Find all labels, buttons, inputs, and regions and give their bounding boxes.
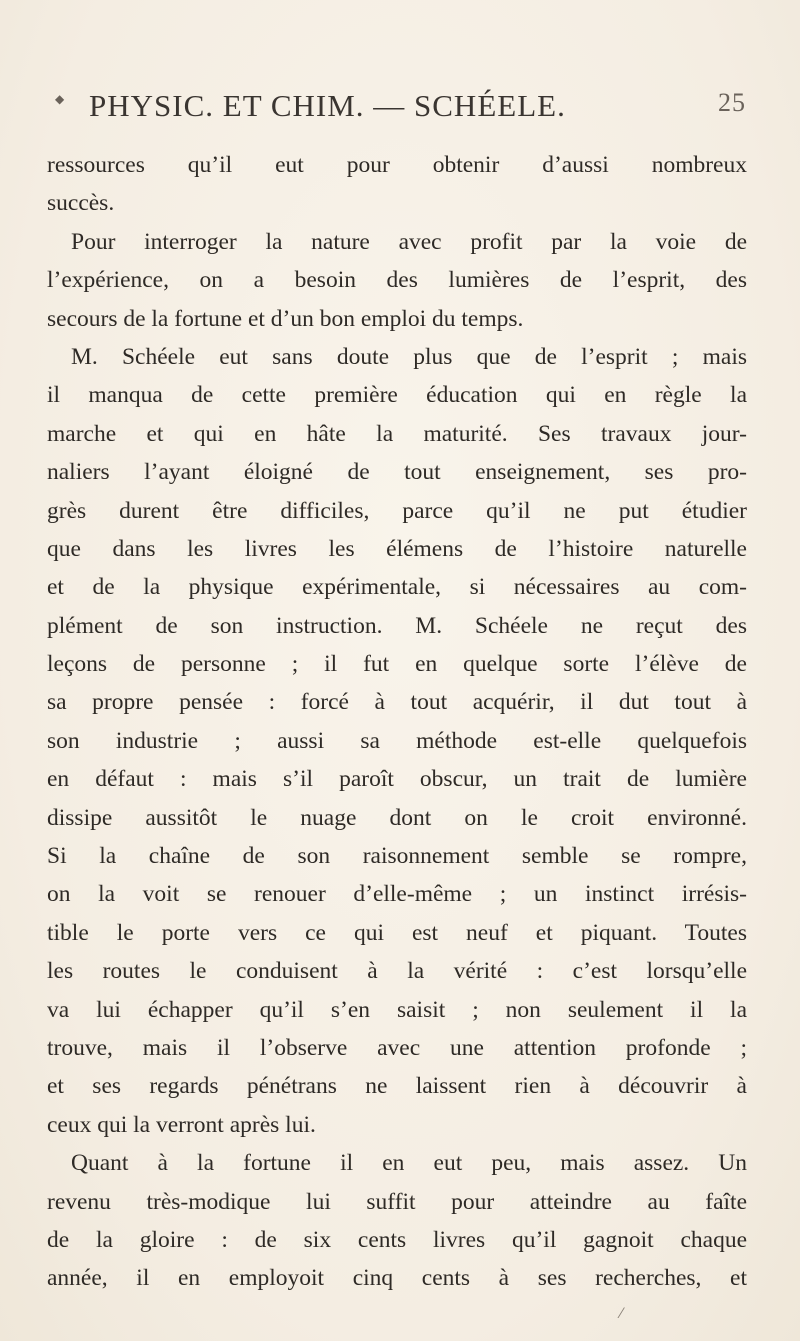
text-line: en défaut : mais s’il paroît obscur, un trait de lumière bbox=[47, 766, 747, 793]
text-line: succès. bbox=[47, 190, 115, 217]
text-line: Si la chaîne de son raisonnement semble se rompre, bbox=[47, 843, 747, 870]
text-line: l’expérience, on a besoin des lumières de l’esprit, des bbox=[47, 267, 747, 294]
text-line: secours de la fortune et d’un bon emploi du temps. bbox=[47, 305, 524, 332]
text-line: année, il en employoit cinq cents à ses recherches, et bbox=[47, 1265, 747, 1292]
body-text bbox=[47, 146, 747, 1298]
text-line: plément de son instruction. M. Schéele ne reçut des bbox=[47, 612, 747, 639]
text-line: tible le porte vers ce qui est neuf et piquant. Toutes bbox=[47, 919, 747, 946]
bottom-stroke-mark: ⁄ bbox=[620, 1306, 623, 1322]
text-line: ceux qui la verront après lui. bbox=[47, 1111, 316, 1138]
text-line: son industrie ; aussi sa méthode est-elle quelquefois bbox=[47, 727, 747, 754]
text-line: dissipe aussitôt le nuage dont on le croit environné. bbox=[47, 804, 747, 831]
text-line: sa propre pensée : forcé à tout acquérir, il dut tout à bbox=[47, 689, 747, 716]
text-line: M. Schéele eut sans doute plus que de l’esprit ; mais bbox=[71, 343, 747, 370]
text-line: Quant à la fortune il en eut peu, mais assez. Un bbox=[71, 1150, 747, 1177]
text-line: que dans les livres les élémens de l’histoire naturelle bbox=[47, 535, 747, 562]
running-title: PHYSIC. ET CHIM. — SCHÉELE. bbox=[89, 88, 566, 123]
text-line: il manqua de cette première éducation qui en règle la bbox=[47, 382, 747, 409]
text-line: de la gloire : de six cents livres qu’il gagnoit chaque bbox=[47, 1226, 747, 1253]
text-line: va lui échapper qu’il s’en saisit ; non seulement il la bbox=[47, 996, 747, 1023]
text-line: leçons de personne ; il fut en quelque sorte l’élève de bbox=[47, 651, 747, 678]
left-bullet-mark: ◆ bbox=[55, 92, 65, 106]
text-line: grès durent être difficiles, parce qu’il ne put étudier bbox=[47, 497, 747, 524]
text-line: et de la physique expérimentale, si nécessaires au com- bbox=[47, 574, 747, 601]
text-line: ressources qu’il eut pour obtenir d’aussi nombreux bbox=[47, 152, 747, 178]
text-line: naliers l’ayant éloigné de tout enseignement, ses pro- bbox=[47, 459, 747, 486]
text-line: on la voit se renouer d’elle-même ; un instinct irrésis- bbox=[47, 881, 747, 908]
text-line: Pour interroger la nature avec profit par la voie de bbox=[71, 228, 747, 255]
text-line: les routes le conduisent à la vérité : c’est lorsqu’elle bbox=[47, 958, 747, 985]
text-line: marche et qui en hâte la maturité. Ses travaux jour- bbox=[47, 420, 747, 447]
text-line: et ses regards pénétrans ne laissent rien à découvrir à bbox=[47, 1073, 747, 1100]
text-line: trouve, mais il l’observe avec une attention profonde ; bbox=[47, 1034, 747, 1061]
page-number: 25 bbox=[718, 88, 746, 117]
text-line: revenu très-modique lui suffit pour atteindre au faîte bbox=[47, 1188, 747, 1215]
running-header bbox=[56, 88, 746, 130]
